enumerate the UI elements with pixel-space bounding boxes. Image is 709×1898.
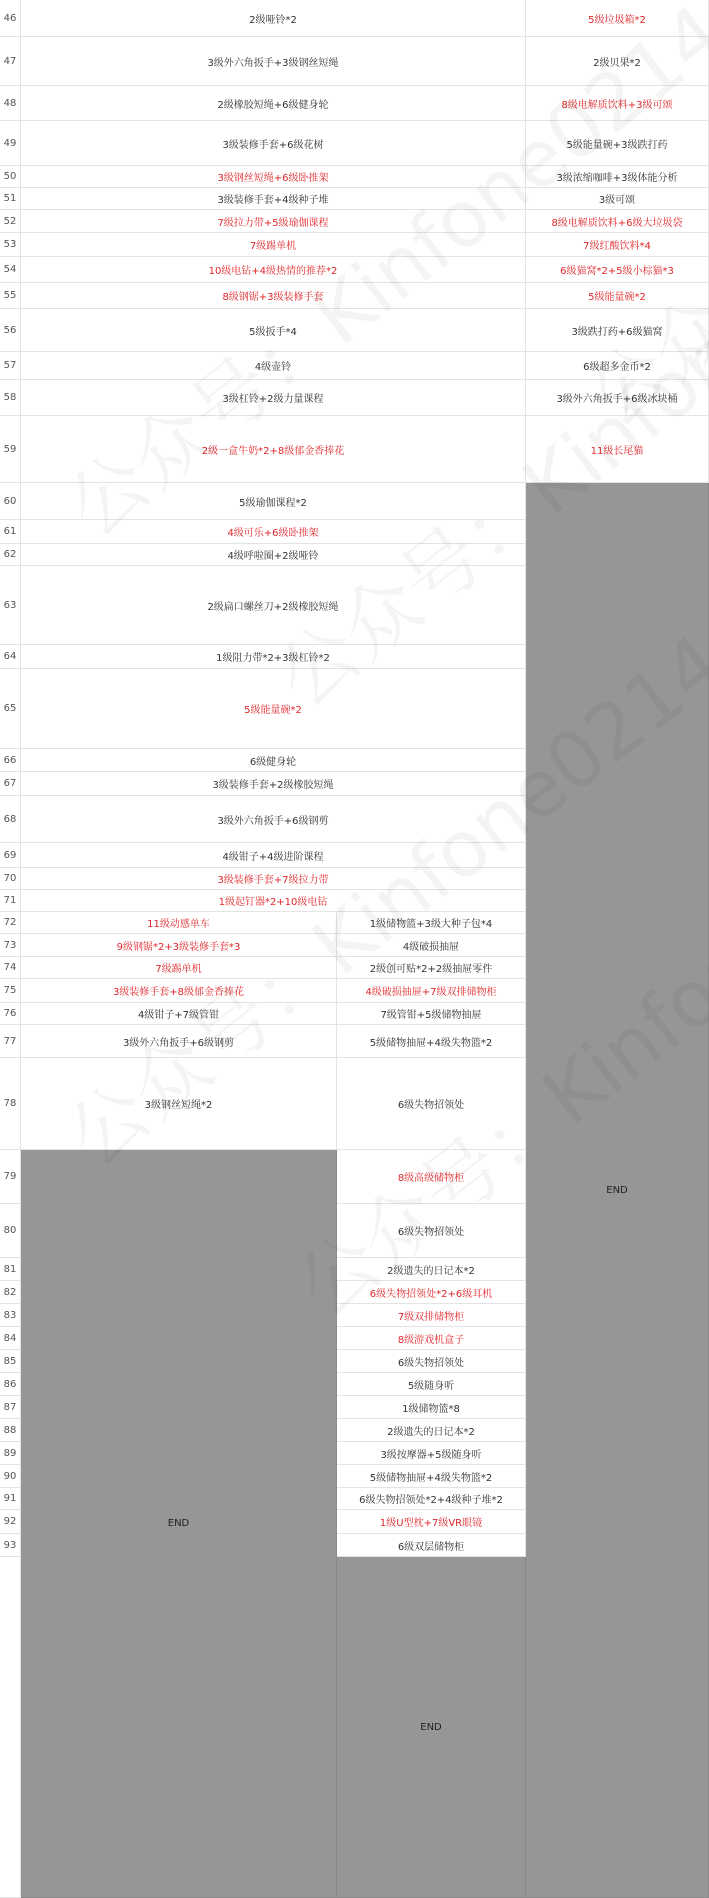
item-cell: 2级扁口螺丝刀+2级橡胶短绳 <box>21 566 526 645</box>
item-cell: 3级外六角扳手+6级钢剪 <box>21 796 526 843</box>
item-cell: 6级失物招领处*2+4级种子堆*2 <box>337 1488 526 1510</box>
row-number: 54 <box>0 257 21 283</box>
row-number: 47 <box>0 37 21 86</box>
item-cell: 5级储物抽屉+4级失物篮*2 <box>337 1025 526 1058</box>
row-number: 60 <box>0 483 21 520</box>
item-cell: 6级失物招领处 <box>337 1204 526 1258</box>
item-cell: 9级钢锯*2+3级装修手套*3 <box>21 934 337 957</box>
row-number: 76 <box>0 1003 21 1025</box>
item-cell: 8级钢锯+3级装修手套 <box>21 283 526 309</box>
row-number: 65 <box>0 669 21 749</box>
row-number: 48 <box>0 86 21 121</box>
item-cell: 8级电解质饮料+3级可颂 <box>526 86 709 121</box>
item-cell: 3级外六角扳手+6级钢剪 <box>21 1025 337 1058</box>
row-number: 62 <box>0 544 21 566</box>
row-number: 57 <box>0 352 21 380</box>
row-number: 70 <box>0 868 21 890</box>
item-cell: 3级装修手套+8级郁金香捧花 <box>21 979 337 1003</box>
row-number: 91 <box>0 1488 21 1510</box>
item-cell: 4级破损抽屉 <box>337 934 526 957</box>
row-number: 64 <box>0 645 21 669</box>
item-cell: 6级猫窝*2+5级小棕猫*3 <box>526 257 709 283</box>
row-number: 85 <box>0 1350 21 1373</box>
item-cell: 8级游戏机盒子 <box>337 1327 526 1350</box>
item-cell: 7级双排储物柜 <box>337 1304 526 1327</box>
item-cell: 7级踢单机 <box>21 957 337 979</box>
row-number: 68 <box>0 796 21 843</box>
item-cell: 2级遗失的日记本*2 <box>337 1258 526 1281</box>
item-cell: 2级橡胶短绳+6级健身轮 <box>21 86 526 121</box>
row-number: 86 <box>0 1373 21 1396</box>
row-number-blank <box>0 1557 21 1898</box>
row-number: 59 <box>0 416 21 483</box>
row-number: 83 <box>0 1304 21 1327</box>
row-number: 90 <box>0 1465 21 1488</box>
item-cell: 6级失物招领处*2+6级耳机 <box>337 1281 526 1304</box>
row-number: 69 <box>0 843 21 868</box>
item-cell: 3级装修手套+4级种子堆 <box>21 188 526 210</box>
row-number: 77 <box>0 1025 21 1058</box>
item-cell: 5级扳手*4 <box>21 309 526 352</box>
item-cell: 3级浓缩咖啡+3级体能分析 <box>526 166 709 188</box>
item-cell: 4级呼啦圈+2级哑铃 <box>21 544 526 566</box>
item-cell: 2级贝果*2 <box>526 37 709 86</box>
row-number: 63 <box>0 566 21 645</box>
item-cell: 3级钢丝短绳+6级卧推架 <box>21 166 526 188</box>
row-number: 74 <box>0 957 21 979</box>
item-cell: 4级钳子+7级管钳 <box>21 1003 337 1025</box>
row-number: 49 <box>0 121 21 166</box>
item-cell: 6级失物招领处 <box>337 1058 526 1150</box>
item-cell: 3级外六角扳手+3级钢丝短绳 <box>21 37 526 86</box>
item-cell: 1级储物篮*8 <box>337 1396 526 1419</box>
item-cell: 2级一盒牛奶*2+8级郁金香捧花 <box>21 416 526 483</box>
item-cell: 3级外六角扳手+6级冰块桶 <box>526 380 709 416</box>
row-number: 84 <box>0 1327 21 1350</box>
item-cell: 1级U型枕+7级VR眼镜 <box>337 1510 526 1534</box>
end-block-right: END <box>526 483 709 1898</box>
item-cell: 2级遗失的日记本*2 <box>337 1419 526 1442</box>
item-cell: 3级跌打药+6级猫窝 <box>526 309 709 352</box>
row-number: 52 <box>0 210 21 233</box>
row-number: 55 <box>0 283 21 309</box>
row-number: 46 <box>0 0 21 37</box>
row-number: 92 <box>0 1510 21 1534</box>
item-cell: 3级杠铃+2级力量课程 <box>21 380 526 416</box>
item-cell: 4级钳子+4级进阶课程 <box>21 843 526 868</box>
row-number: 61 <box>0 520 21 544</box>
row-number: 80 <box>0 1204 21 1258</box>
item-cell: 5级垃圾箱*2 <box>526 0 709 37</box>
item-cell: 11级长尾猫 <box>526 416 709 483</box>
end-block-left: END <box>21 1150 337 1898</box>
item-cell: 6级双层储物柜 <box>337 1534 526 1557</box>
item-cell: 5级随身听 <box>337 1373 526 1396</box>
item-cell: 5级能量碗*2 <box>526 283 709 309</box>
row-number: 82 <box>0 1281 21 1304</box>
row-number: 81 <box>0 1258 21 1281</box>
row-number: 73 <box>0 934 21 957</box>
row-number: 87 <box>0 1396 21 1419</box>
row-number: 93 <box>0 1534 21 1557</box>
row-number: 71 <box>0 890 21 912</box>
item-cell: 5级储物抽屉+4级失物篮*2 <box>337 1465 526 1488</box>
item-cell: 7级红酸饮料*4 <box>526 233 709 257</box>
item-cell: 7级拉力带+5级瑜伽课程 <box>21 210 526 233</box>
row-number: 72 <box>0 912 21 934</box>
item-cell: 3级装修手套+2级橡胶短绳 <box>21 772 526 796</box>
item-cell: 7级管钳+5级储物抽屉 <box>337 1003 526 1025</box>
item-cell: 3级装修手套+7级拉力带 <box>21 868 526 890</box>
item-cell: 8级电解质饮料+6级大垃圾袋 <box>526 210 709 233</box>
row-number: 66 <box>0 749 21 772</box>
row-number: 51 <box>0 188 21 210</box>
item-cell: 8级高级储物柜 <box>337 1150 526 1204</box>
item-cell: 3级可颂 <box>526 188 709 210</box>
item-cell: 5级能量碗*2 <box>21 669 526 749</box>
row-number: 75 <box>0 979 21 1003</box>
item-cell: 2级哑铃*2 <box>21 0 526 37</box>
item-cell: 4级壶铃 <box>21 352 526 380</box>
item-cell: 10级电钻+4级热情的推荐*2 <box>21 257 526 283</box>
row-number: 78 <box>0 1058 21 1150</box>
row-number: 89 <box>0 1442 21 1465</box>
end-block-middle: END <box>337 1557 526 1898</box>
item-cell: 11级动感单车 <box>21 912 337 934</box>
item-cell: 2级创可贴*2+2级抽屉零件 <box>337 957 526 979</box>
item-cell: 1级起钉器*2+10级电钻 <box>21 890 526 912</box>
item-cell: 1级阻力带*2+3级杠铃*2 <box>21 645 526 669</box>
item-cell: 1级储物篮+3级大种子包*4 <box>337 912 526 934</box>
row-number: 58 <box>0 380 21 416</box>
item-cell: 5级能量碗+3级跌打药 <box>526 121 709 166</box>
row-number: 56 <box>0 309 21 352</box>
item-cell: 4级破损抽屉+7级双排储物柜 <box>337 979 526 1003</box>
item-cell: 6级健身轮 <box>21 749 526 772</box>
item-cell: 3级钢丝短绳*2 <box>21 1058 337 1150</box>
item-cell: 3级按摩器+5级随身听 <box>337 1442 526 1465</box>
item-cell: 6级失物招领处 <box>337 1350 526 1373</box>
row-number: 53 <box>0 233 21 257</box>
item-cell: 7级踢单机 <box>21 233 526 257</box>
item-cell: 5级瑜伽课程*2 <box>21 483 526 520</box>
row-number: 67 <box>0 772 21 796</box>
row-number: 79 <box>0 1150 21 1204</box>
item-cell: 3级装修手套+6级花树 <box>21 121 526 166</box>
row-number: 88 <box>0 1419 21 1442</box>
item-cell: 6级超多金币*2 <box>526 352 709 380</box>
item-cell: 4级可乐+6级卧推架 <box>21 520 526 544</box>
row-number: 50 <box>0 166 21 188</box>
